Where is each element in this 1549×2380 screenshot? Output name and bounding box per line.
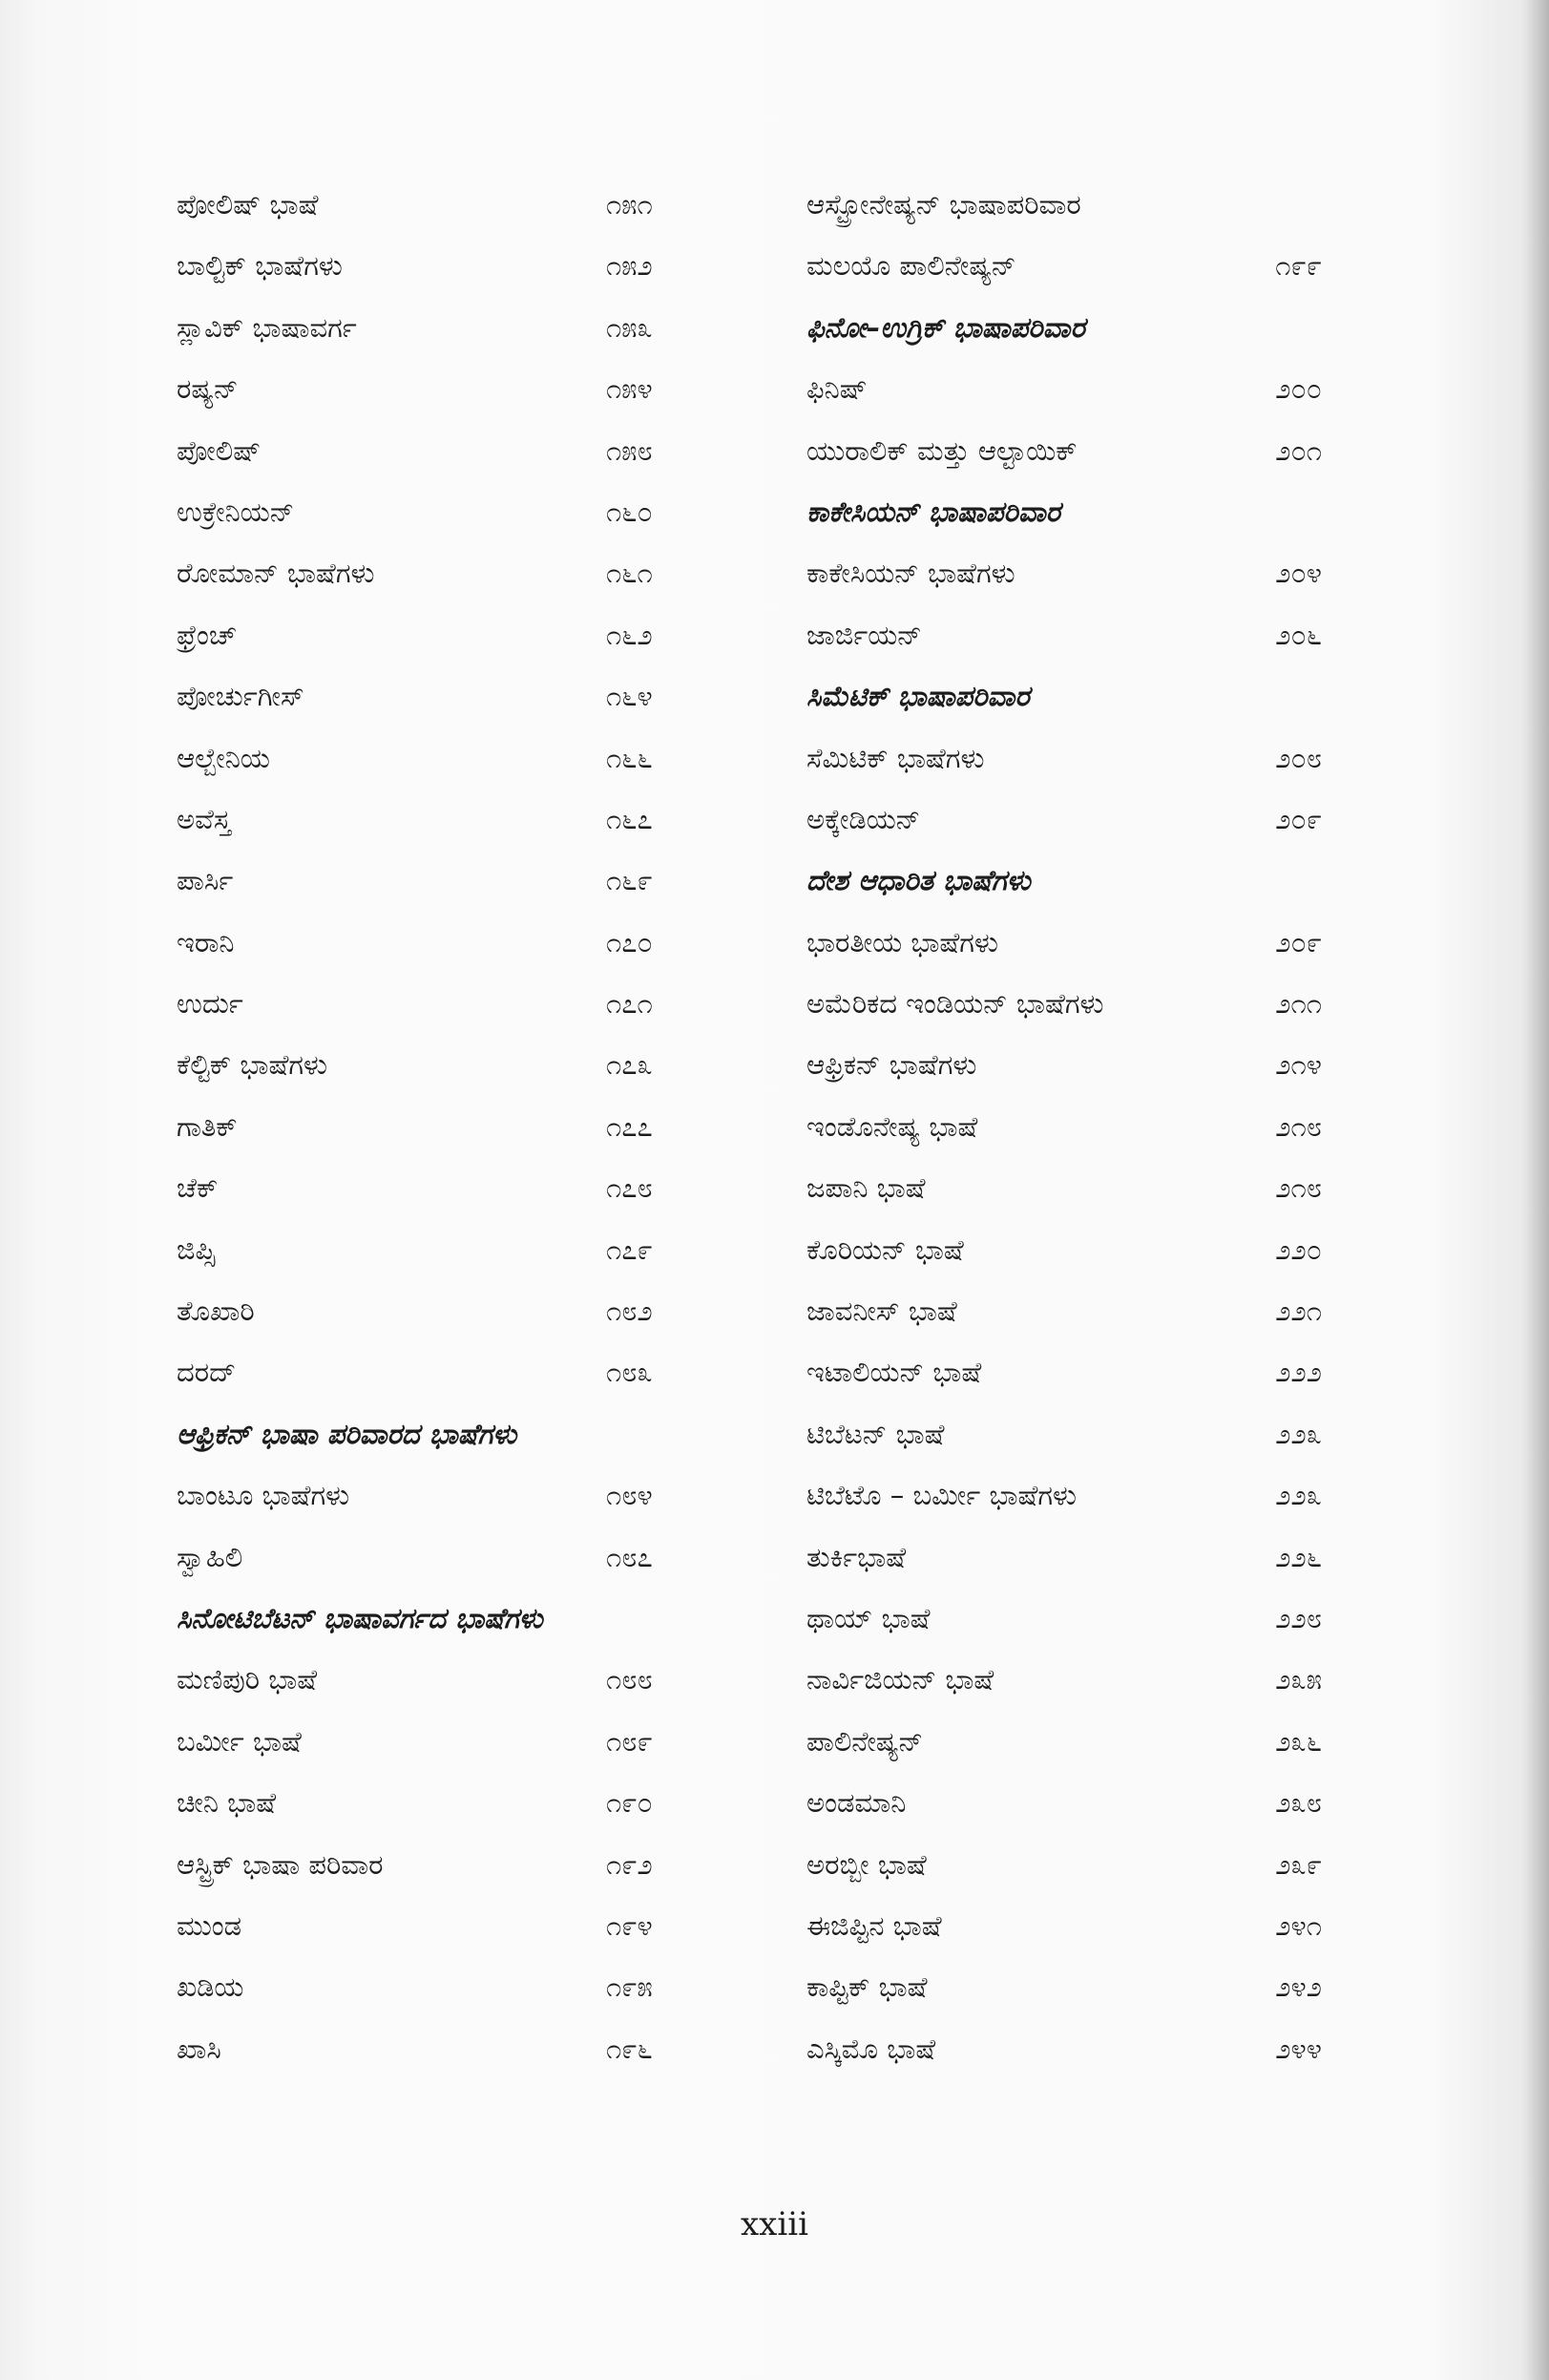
entry-label: ಫಿನಿಷ್ xyxy=(806,372,868,406)
entry-label: ಸ್ವಾಹಿಲಿ xyxy=(177,1540,243,1573)
entry-page-number: ೧೮೯ xyxy=(606,1724,653,1758)
entry-label: ಪಾಲಿನೇಷ್ಯನ್ xyxy=(806,1724,924,1758)
entry-label: ಗಾತಿಕ್ xyxy=(177,1109,238,1143)
entry-label: ಕೊರಿಯನ್ ಭಾಷೆ xyxy=(806,1232,964,1266)
entry-label: ಸೆಮಿಟಿಕ್ ಭಾಷೆಗಳು xyxy=(806,741,985,774)
contents-entry xyxy=(806,912,1322,973)
entry-label: ಇಂಡೊನೇಷ್ಯ ಭಾಷೆ xyxy=(806,1109,978,1143)
contents-entry xyxy=(177,358,749,419)
entry-page-number: ೧೭೯ xyxy=(606,1232,653,1266)
contents-entry xyxy=(177,1280,749,1341)
entry-page-number: ೨೨೩ xyxy=(1275,1417,1322,1450)
contents-entry xyxy=(177,727,749,789)
entry-page-number: ೨೦೪ xyxy=(1275,557,1322,590)
left-contents-column xyxy=(177,174,749,2079)
entry-label: ಬಾಲ್ಟಿಕ್ ಭಾಷೆಗಳು xyxy=(177,249,343,283)
entry-label: ಸ್ಲಾವಿಕ್ ಭಾಷಾವರ್ಗ xyxy=(177,310,357,344)
contents-entry xyxy=(177,297,749,358)
entry-label: ಇರಾನಿ xyxy=(177,925,235,958)
entry-label: ಆಲ್ಬೇನಿಯ xyxy=(177,741,270,774)
contents-entry xyxy=(806,1280,1322,1341)
contents-entry xyxy=(177,604,749,665)
contents-entry xyxy=(177,1895,749,1956)
entry-label: ಖಾಸಿ xyxy=(177,2032,221,2065)
entry-label: ಪಾರ್ಸಿ xyxy=(177,864,234,897)
entry-page-number: ೨೧೧ xyxy=(1275,987,1322,1021)
entry-page-number: ೨೦೯ xyxy=(1275,925,1322,958)
section-heading-row xyxy=(177,1588,749,1649)
entry-page-number: ೨೦೧ xyxy=(1275,433,1322,467)
section-heading: ಆಫ್ರಿಕನ್ ಭಾಷಾ ಪರಿವಾರದ ಭಾಷೆಗಳು xyxy=(177,1417,517,1450)
entry-page-number: ೨೦೯ xyxy=(1275,802,1322,835)
section-heading: ಕಾಕೇಸಿಯನ್ ಭಾಷಾಪರಿವಾರ xyxy=(806,495,1061,528)
entry-page-number: ೧೬೦ xyxy=(606,495,653,528)
entry-label: ಇಟಾಲಿಯನ್ ಭಾಷೆ xyxy=(806,1356,982,1389)
entry-page-number: ೧೮೭ xyxy=(606,1540,653,1573)
entry-label: ಅರಬ್ಬೀ ಭಾಷೆ xyxy=(806,1847,927,1881)
contents-entry xyxy=(806,1772,1322,1833)
entry-page-number: ೨೩೬ xyxy=(1275,1724,1322,1758)
contents-entry xyxy=(806,1464,1322,1526)
entry-label: ಮುಂಡ xyxy=(177,1908,242,1942)
contents-entry xyxy=(806,1096,1322,1157)
entry-page-number: ೧೬೬ xyxy=(606,741,653,774)
contents-entry xyxy=(806,1834,1322,1895)
section-heading: ಸಿನೋಟಿಬೆಟನ್ ಭಾಷಾವರ್ಗದ ಭಾಷೆಗಳು xyxy=(177,1601,543,1634)
contents-entry xyxy=(177,1219,749,1280)
entry-label: ಆಫ್ರಿಕನ್ ಭಾಷೆಗಳು xyxy=(806,1048,977,1082)
contents-entry xyxy=(177,542,749,603)
entry-label: ತುರ್ಕಿಭಾಷೆ xyxy=(806,1540,907,1573)
contents-entry xyxy=(806,174,1322,235)
contents-entry xyxy=(806,235,1322,296)
entry-page-number: ೧೯೨ xyxy=(606,1847,653,1881)
entry-label: ಅವೆಸ್ತ xyxy=(177,802,231,835)
entry-label: ಎಸ್ಕಿಮೊ ಭಾಷೆ xyxy=(806,2032,936,2065)
contents-entry xyxy=(177,1034,749,1095)
entry-label: ಟಿಬೆಟೊ – ಬರ್ಮೀ ಭಾಷೆಗಳು xyxy=(806,1479,1078,1512)
section-heading: ದೇಶ ಆಧಾರಿತ ಭಾಷೆಗಳು xyxy=(806,864,1031,897)
contents-entry xyxy=(806,973,1322,1034)
entry-page-number: ೧೫೪ xyxy=(606,372,653,406)
entry-page-number: ೨೨೨ xyxy=(1275,1356,1322,1389)
entry-page-number: ೧೯೯ xyxy=(1275,249,1322,283)
contents-entry xyxy=(806,2018,1322,2079)
contents-entry xyxy=(177,2018,749,2079)
contents-entry xyxy=(177,1649,749,1710)
entry-page-number: ೧೮೨ xyxy=(606,1295,653,1328)
section-heading-row xyxy=(806,297,1322,358)
section-heading: ಸಿಮೆಟಿಕ್ ಭಾಷಾಪರಿವಾರ xyxy=(806,680,1030,713)
contents-entry xyxy=(177,973,749,1034)
entry-label: ಅಮೆರಿಕದ ಇಂಡಿಯನ್ ಭಾಷೆಗಳು xyxy=(806,987,1104,1021)
contents-entry xyxy=(177,1157,749,1218)
entry-page-number: ೧೭೭ xyxy=(606,1109,653,1143)
contents-entry xyxy=(177,235,749,296)
entry-page-number: ೨೨೦ xyxy=(1275,1232,1322,1266)
section-heading-row xyxy=(177,1403,749,1464)
entry-label: ರೋಮಾನ್ ಭಾಷೆಗಳು xyxy=(177,557,375,590)
entry-label: ಬಾಂಟೂ ಭಾಷೆಗಳು xyxy=(177,1479,350,1512)
entry-page-number: ೨೨೬ xyxy=(1275,1540,1322,1573)
contents-entry xyxy=(177,1341,749,1402)
entry-page-number: ೨೧೮ xyxy=(1275,1109,1322,1143)
entry-label: ಆಸ್ಟ್ರೋನೇಷ್ಯನ್ ಭಾಷಾಪರಿವಾರ xyxy=(806,188,1081,221)
entry-label: ಯುರಾಲಿಕ್ ಮತ್ತು ಆಲ್ಟಾಯಿಕ್ xyxy=(806,433,1078,467)
entry-page-number: ೧೮೮ xyxy=(606,1663,653,1696)
contents-entry xyxy=(806,1527,1322,1588)
entry-page-number: ೨೨೧ xyxy=(1275,1295,1322,1328)
entry-page-number: ೧೯೪ xyxy=(606,1908,653,1942)
entry-page-number: ೨೨೮ xyxy=(1275,1601,1322,1634)
entry-label: ಚೀನಿ ಭಾಷೆ xyxy=(177,1786,277,1820)
contents-entry xyxy=(806,789,1322,850)
entry-label: ಭಾರತೀಯ ಭಾಷೆಗಳು xyxy=(806,925,998,958)
entry-page-number: ೨೧೪ xyxy=(1275,1048,1322,1082)
entry-page-number: ೨೦೮ xyxy=(1275,741,1322,774)
contents-entry xyxy=(806,1034,1322,1095)
entry-page-number: ೧೭೮ xyxy=(606,1171,653,1205)
entry-page-number: ೧೬೪ xyxy=(606,680,653,713)
entry-label: ಜಾರ್ಜಿಯನ್ xyxy=(806,618,922,651)
entry-label: ಕಾಕೇಸಿಯನ್ ಭಾಷೆಗಳು xyxy=(806,557,1015,590)
entry-page-number: ೧೯೫ xyxy=(606,1970,653,2004)
entry-label: ಜಿಪ್ಸಿ xyxy=(177,1232,216,1266)
entry-label: ಫ್ರೆಂಚ್ xyxy=(177,618,238,651)
entry-page-number: ೧೫೧ xyxy=(606,188,653,221)
entry-page-number: ೧೮೩ xyxy=(606,1356,653,1389)
contents-entry xyxy=(177,665,749,727)
entry-page-number: ೧೬೭ xyxy=(606,802,653,835)
entry-label: ಉಕ್ರೇನಿಯನ್ xyxy=(177,495,295,528)
entry-page-number: ೨೪೧ xyxy=(1275,1908,1322,1942)
contents-entry xyxy=(177,1527,749,1588)
contents-entry xyxy=(177,1096,749,1157)
entry-label: ಜಾವನೀಸ್ ಭಾಷೆ xyxy=(806,1295,957,1328)
contents-entry xyxy=(177,174,749,235)
contents-entry xyxy=(806,1588,1322,1649)
section-heading-row xyxy=(806,850,1322,911)
entry-page-number: ೧೮೪ xyxy=(606,1479,653,1512)
contents-entry xyxy=(806,1341,1322,1402)
entry-page-number: ೧೬೯ xyxy=(606,864,653,897)
contents-entry xyxy=(177,1834,749,1895)
entry-label: ಥಾಯ್ ಭಾಷೆ xyxy=(806,1601,931,1634)
contents-entry xyxy=(177,1711,749,1772)
contents-entry xyxy=(806,420,1322,481)
entry-page-number: ೧೭೩ xyxy=(606,1048,653,1082)
contents-entry xyxy=(806,727,1322,789)
section-heading: ಫಿನೋ–ಉಗ್ರಿಕ್ ಭಾಷಾಪರಿವಾರ xyxy=(806,310,1085,344)
contents-entry xyxy=(177,1772,749,1833)
contents-entry xyxy=(806,358,1322,419)
section-heading-row xyxy=(806,665,1322,727)
entry-label: ಉರ್ದು xyxy=(177,987,243,1021)
contents-entry xyxy=(806,1956,1322,2017)
entry-page-number: ೧೬೧ xyxy=(606,557,653,590)
entry-label: ಆಸ್ಟ್ರಿಕ್ ಭಾಷಾ ಪರಿವಾರ xyxy=(177,1847,384,1881)
contents-entry xyxy=(177,420,749,481)
entry-page-number: ೧೫೨ xyxy=(606,249,653,283)
contents-entry xyxy=(806,604,1322,665)
entry-label: ಪೋಲಿಷ್ xyxy=(177,433,262,467)
contents-entry xyxy=(806,542,1322,603)
entry-label: ಈಜಿಪ್ಟಿನ ಭಾಷೆ xyxy=(806,1908,942,1942)
contents-entry xyxy=(177,912,749,973)
entry-label: ಖಡಿಯ xyxy=(177,1970,244,2004)
entry-label: ಮಲಯೊ ಪಾಲಿನೇಷ್ಯನ್ xyxy=(806,249,1016,283)
contents-entry xyxy=(177,789,749,850)
entry-page-number: ೨೦೦ xyxy=(1275,372,1322,406)
contents-entry xyxy=(806,1895,1322,1956)
entry-page-number: ೨೪೪ xyxy=(1275,2032,1322,2065)
entry-page-number: ೨೩೯ xyxy=(1275,1847,1322,1881)
entry-page-number: ೨೦೬ xyxy=(1275,618,1322,651)
entry-page-number: ೨೩೫ xyxy=(1275,1663,1322,1696)
contents-entry xyxy=(806,1711,1322,1772)
entry-label: ಪೋಲಿಷ್ ಭಾಷೆ xyxy=(177,188,319,221)
page-edge-shadow xyxy=(1520,0,1549,2380)
entry-label: ಅಂಡಮಾನಿ xyxy=(806,1786,907,1820)
entry-label: ಚೆಕ್ xyxy=(177,1171,219,1205)
entry-label: ಜಪಾನಿ ಭಾಷೆ xyxy=(806,1171,926,1205)
entry-label: ದರದ್ xyxy=(177,1356,237,1389)
entry-page-number: ೨೧೮ xyxy=(1275,1171,1322,1205)
entry-page-number: ೧೯೬ xyxy=(606,2032,653,2065)
entry-page-number: ೧೯೦ xyxy=(606,1786,653,1820)
entry-page-number: ೨೪೨ xyxy=(1275,1970,1322,2004)
section-heading-row xyxy=(806,481,1322,542)
page-number: xxiii xyxy=(741,2205,808,2243)
right-contents-column xyxy=(806,174,1322,2079)
entry-page-number: ೧೫೮ xyxy=(606,433,653,467)
entry-label: ಮಣಿಪುರಿ ಭಾಷೆ xyxy=(177,1663,318,1696)
contents-entry xyxy=(177,1956,749,2017)
contents-entry xyxy=(806,1403,1322,1464)
contents-entry xyxy=(177,1464,749,1526)
entry-page-number: ೧೭೧ xyxy=(606,987,653,1021)
contents-entry xyxy=(177,850,749,911)
entry-label: ಅಕ್ಕೇಡಿಯನ್ xyxy=(806,802,921,835)
contents-entry xyxy=(177,481,749,542)
entry-label: ಕಾಪ್ಟಿಕ್ ಭಾಷೆ xyxy=(806,1970,928,2004)
entry-page-number: ೧೫೩ xyxy=(606,310,653,344)
entry-page-number: ೨೨೩ xyxy=(1275,1479,1322,1512)
entry-label: ತೊಖಾರಿ xyxy=(177,1295,255,1328)
contents-entry xyxy=(806,1219,1322,1280)
contents-entry xyxy=(806,1157,1322,1218)
entry-label: ಪೋರ್ಚುಗೀಸ್ xyxy=(177,680,304,713)
entry-page-number: ೧೬೨ xyxy=(606,618,653,651)
entry-label: ನಾರ್ವಿಜಿಯನ್ ಭಾಷೆ xyxy=(806,1663,994,1696)
entry-label: ಬರ್ಮೀ ಭಾಷೆ xyxy=(177,1724,302,1758)
contents-entry xyxy=(806,1649,1322,1710)
entry-page-number: ೨೩೮ xyxy=(1275,1786,1322,1820)
entry-label: ರಷ್ಯನ್ xyxy=(177,372,239,406)
entry-label: ಟಿಬೆಟನ್ ಭಾಷೆ xyxy=(806,1417,945,1450)
entry-page-number: ೧೭೦ xyxy=(606,925,653,958)
entry-label: ಕೆಲ್ಟಿಕ್ ಭಾಷೆಗಳು xyxy=(177,1048,328,1082)
